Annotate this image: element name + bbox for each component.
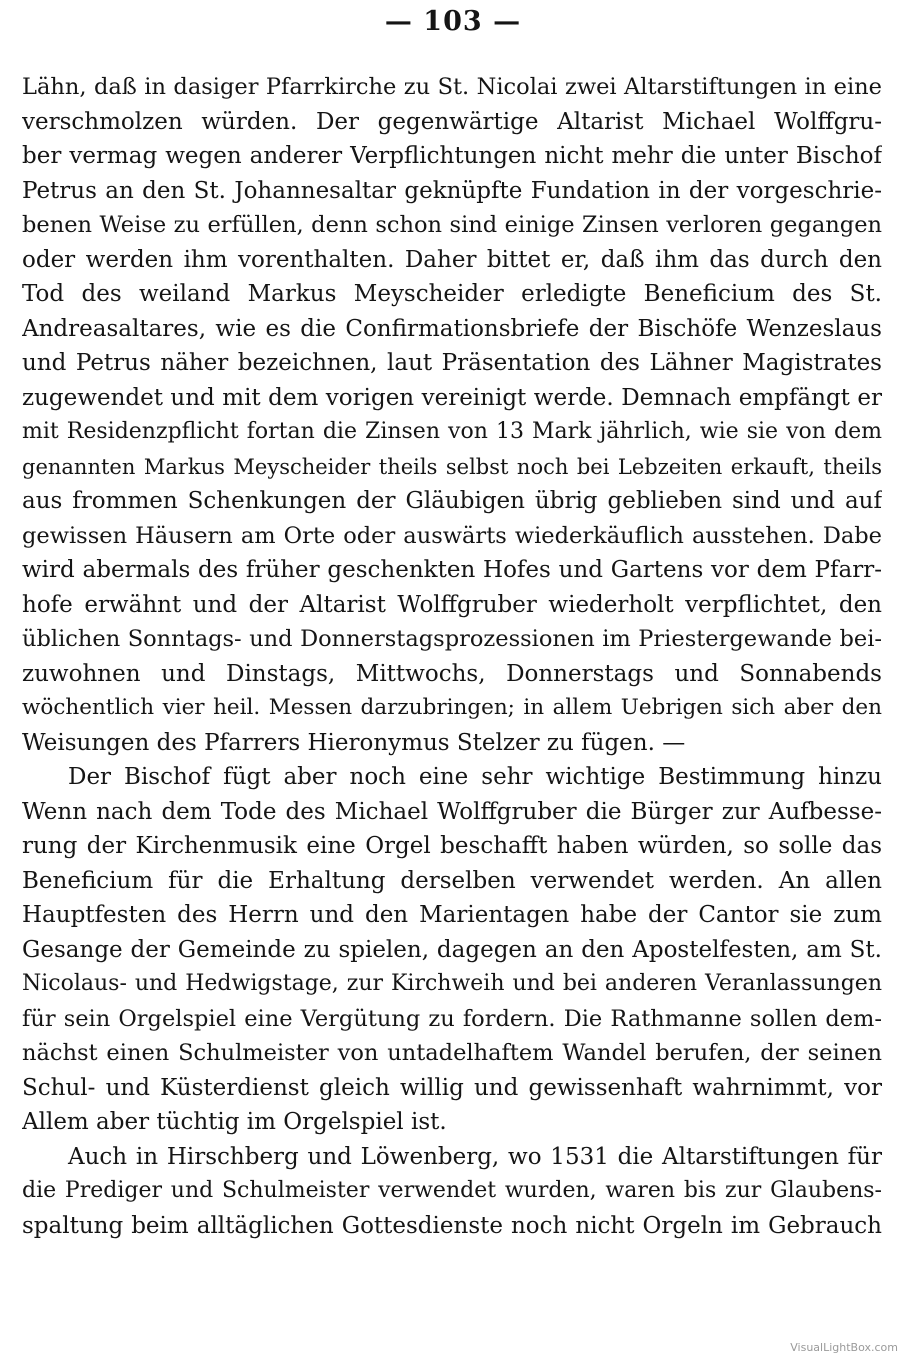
text-line: Gesange der Gemeinde zu spielen, dagegen an den Apostelfesten, am St. <box>22 936 882 963</box>
text-line: verschmolzen würden. Der gegenwärtige Altarist Michael Wolffgru- <box>22 108 882 135</box>
text-line: üblichen Sonntags- und Donnerstagsprozessionen im Priestergewande bei- <box>22 626 882 652</box>
text-line: spaltung beim alltäglichen Gottesdienste noch nicht Orgeln im Gebrauch <box>22 1212 882 1239</box>
text-line: Weisungen des Pfarrers Hieronymus Stelzer zu fügen. — <box>22 729 686 756</box>
text-line: ber vermag wegen anderer Verpflichtungen nicht mehr die unter Bischof <box>22 143 882 169</box>
watermark: VisualLightBox.com <box>790 1341 898 1354</box>
text-line: Tod des weiland Markus Meyscheider erledigte Beneficium des St. <box>22 281 882 307</box>
text-line: Der Bischof fügt aber noch eine sehr wichtige Bestimmung hinzu <box>68 764 882 790</box>
text-line: aus frommen Schenkungen der Gläubigen übrig geblieben sind und auf <box>22 488 882 514</box>
page-number: — 103 — <box>384 6 522 37</box>
text-line: Allem aber tüchtig im Orgelspiel ist. <box>22 1109 447 1135</box>
text-line: mit Residenzpflicht fortan die Zinsen von 13 Mark jährlich, wie sie von dem <box>22 419 882 444</box>
text-line: wird abermals des früher geschenkten Hofes und Gartens vor dem Pfarr- <box>22 557 882 583</box>
text-line: Wenn nach dem Tode des Michael Wolffgruber die Bürger zur Aufbesse- <box>22 798 882 825</box>
text-line: Schul- und Küsterdienst gleich willig und gewissenhaft wahrnimmt, vor <box>22 1074 882 1101</box>
text-line: oder werden ihm vorenthalten. Daher bittet er, daß ihm das durch den <box>22 246 882 273</box>
text-line: zuwohnen und Dinstags, Mittwochs, Donnerstags und Sonnabends <box>22 660 882 687</box>
text-line: Andreasaltares, wie es die Confirmationsbriefe der Bischöfe Wenzeslaus <box>22 315 882 342</box>
text-line: für sein Orgelspiel eine Vergütung zu fordern. Die Rathmanne sollen dem- <box>22 1005 882 1032</box>
text-line: Hauptfesten des Herrn und den Marientagen habe der Cantor sie zum <box>22 902 882 928</box>
text-line: gewissen Häusern am Orte oder auswärts wiederkäuflich ausstehen. Dabe <box>22 522 882 549</box>
text-line: Petrus an den St. Johannesaltar geknüpfte Fundation in der vorgeschrie- <box>22 177 882 204</box>
text-line: die Prediger und Schulmeister verwendet wurden, waren bis zur Glaubens- <box>22 1178 882 1203</box>
text-line: Beneficium für die Erhaltung derselben verwendet werden. An allen <box>22 867 882 894</box>
text-line: und Petrus näher bezeichnen, laut Präsentation des Lähner Magistrates <box>22 350 882 376</box>
text-line: wöchentlich vier heil. Messen darzubringen; in allem Uebrigen sich aber den <box>22 695 882 720</box>
text-line: benen Weise zu erfüllen, denn schon sind einige Zinsen verloren gegangen <box>22 212 882 238</box>
text-line: Auch in Hirschberg und Löwenberg, wo 1531 die Altarstiftungen für <box>68 1143 882 1170</box>
text-line: Lähn, daß in dasiger Pfarrkirche zu St. Nicolai zwei Altarstiftungen in eine <box>22 74 882 100</box>
text-line: nächst einen Schulmeister von untadelhaftem Wandel berufen, der seinen <box>22 1040 882 1066</box>
text-line: hofe erwähnt und der Altarist Wolffgruber wiederholt verpflichtet, den <box>22 591 882 618</box>
text-line: rung der Kirchenmusik eine Orgel beschafft haben würden, so solle das <box>22 833 882 859</box>
text-line: Nicolaus- und Hedwigstage, zur Kirchweih und bei anderen Veranlassungen <box>22 971 882 996</box>
text-line: genannten Markus Meyscheider theils selbst noch bei Lebzeiten erkauft, theils <box>22 454 882 479</box>
text-line: zugewendet und mit dem vorigen vereinigt werde. Demnach empfängt er <box>22 384 882 411</box>
body-text <box>22 70 882 1243</box>
